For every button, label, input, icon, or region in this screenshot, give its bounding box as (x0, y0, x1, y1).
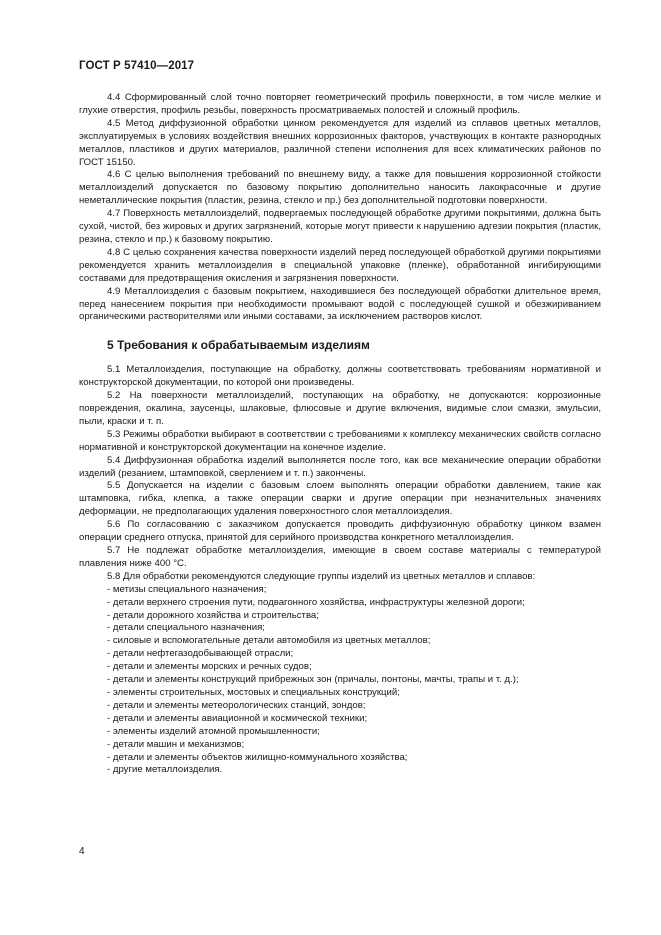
paragraph-4-8: 4.8 С целью сохранения качества поверхности изделий перед последующей обработкой другими покрытиями рекомендуется хранить металлоизделия в специальной упаковке (пленке), обработанной ингибирующими составами для предотвращения окисления и загрязнения поверхности. (79, 246, 601, 284)
list-item: - детали специального назначения; (107, 622, 265, 634)
list-item: - детали и элементы морских и речных судов; (107, 661, 312, 673)
paragraph-5-5: 5.5 Допускается на изделии с базовым слоем выполнять операции обработки давлением, такие как штамповка, гибка, клепка, а также операции сварки и другие операции при незначительных значениях деформации, не предполагающих удаления поверхностного слоя металлоизделия. (79, 480, 601, 518)
paragraph-4-4: 4.4 Сформированный слой точно повторяет геометрический профиль поверхности, в том числе мелкие и глухие отверстия, профиль резьбы, поверхность просматриваемых полостей и сложный профиль. (79, 92, 601, 116)
list-item: - детали и элементы конструкций прибрежных зон (причалы, понтоны, мачты, трапы и т. д.); (107, 674, 519, 686)
paragraph-4-9: 4.9 Металлоизделия с базовым покрытием, находившиеся без последующей обработки длительное время, перед нанесением покрытия при необходимости промывают водой с последующей сушкой и обезжириванием органическими растворителями или иными составами, за исключением растворов кислот. (79, 285, 601, 323)
list-item: - метизы специального назначения; (107, 583, 267, 595)
paragraph-5-6: 5.6 По согласованию с заказчиком допускается проводить диффузионную обработку цинком взамен операции среднего отпуска, принятой для серийного производства конкретного металлоизделия. (79, 519, 601, 544)
section-5-heading: 5 Требования к обрабатываемым изделиям (107, 338, 370, 353)
list-item: - элементы строительных, мостовых и специальных конструкций; (107, 686, 400, 698)
list-item: - детали машин и механизмов; (107, 738, 245, 750)
list-item: - детали нефтегазодобывающей отрасли; (107, 648, 294, 660)
page-number: 4 (79, 846, 85, 857)
paragraph-5-2: 5.2 На поверхности металлоизделий, поступающих на обработку, не допускаются: коррозионные повреждения, окалина, заусенцы, шлаковые, флюсовые и другие включения, видимые слои смазки, эмульсии, пыли, краски и т. п. (79, 390, 601, 427)
paragraph-5-3: 5.3 Режимы обработки выбирают в соответствии с требованиями к комплексу механических свойств согласно нормативной и конструкторской документации на конечное изделие. (79, 428, 601, 453)
paragraph-4-5: 4.5 Метод диффузионной обработки цинком рекомендуется для изделий из сплавов цветных металлов, эксплуатируемых в условиях воздействия внешних коррозионных факторов, участвующих в контакте разнородных металлов, пластиков и других материалов, различной степени исполнения для всех климатических районов по ГОСТ 15150. (79, 117, 601, 168)
list-item: - другие металлоизделия. (107, 764, 223, 776)
paragraph-5-7: 5.7 Не подлежат обработке металлоизделия, имеющие в своем составе материалы с температурой плавления ниже 400 °С. (79, 545, 601, 569)
list-item: - детали и элементы объектов жилищно-коммунального хозяйства; (107, 751, 408, 763)
paragraph-4-7: 4.7 Поверхность металлоизделий, подвергаемых последующей обработке другими покрытиями, должна быть сухой, чистой, без жировых и других загрязнений, которые могут привести к нарушению адгезии покрытия (пластик, резина, стекло и пр.) к базовому покрытию. (79, 208, 601, 245)
paragraph-5-1: 5.1 Металлоизделия, поступающие на обработку, должны соответствовать требованиям нормативной и конструкторской документации, по которой они произведены. (79, 364, 601, 389)
document-header: ГОСТ Р 57410—2017 (79, 60, 195, 72)
list-item: - элементы изделий атомной промышленности; (107, 725, 320, 737)
list-item: - детали и элементы метеорологических станций, зондов; (107, 699, 366, 711)
paragraph-4-6: 4.6 С целью выполнения требований по внешнему виду, а также для повышения коррозионной стойкости металлоизделий допускается по базовому покрытию дополнительно наносить лакокрасочные и другие неметаллические покрытия (пластик, резина, стекло и пр.) без дополнительной подготовки поверхности. (79, 169, 601, 207)
document-body (79, 92, 601, 777)
list-item: - детали и элементы авиационной и космической техники; (107, 712, 368, 724)
list-item: - детали верхнего строения пути, подвагонного хозяйства, инфраструктуры железной дороги; (107, 596, 525, 608)
paragraph-5-8: 5.8 Для обработки рекомендуются следующие группы изделий из цветных металлов и сплавов: (107, 570, 536, 582)
product-groups-list (79, 584, 601, 778)
paragraph-5-4: 5.4 Диффузионная обработка изделий выполняется после того, как все механические операции обработки изделий (резанием, штамповкой, сверлением и т. п.) закончены. (79, 454, 601, 479)
list-item: - детали дорожного хозяйства и строительства; (107, 609, 319, 621)
list-item: - силовые и вспомогательные детали автомобиля из цветных металлов; (107, 635, 431, 647)
